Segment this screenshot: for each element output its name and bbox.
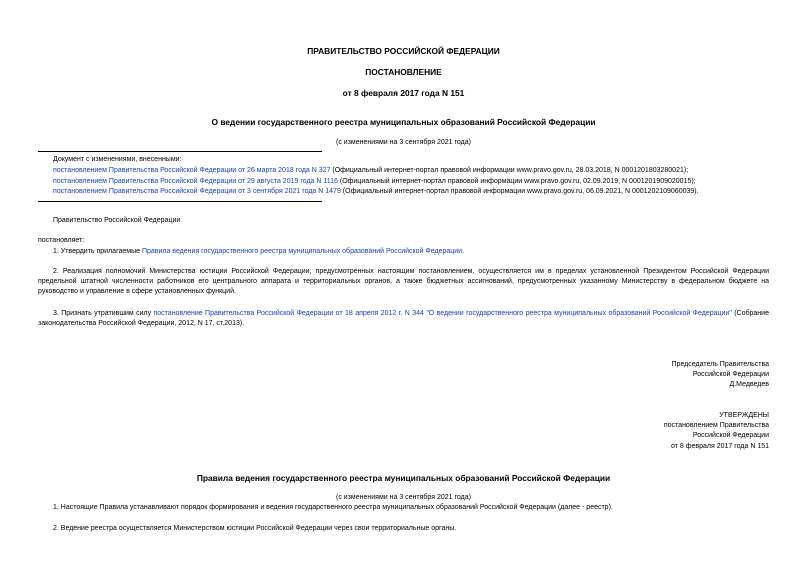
repealed-decree-link[interactable]: постановление Правительства Российской Федерации от 18 апреля 2012 г. N 344 "О ведении государственного реестра муниципальных образований Российской Федерации"	[153, 310, 732, 317]
top-divider	[38, 151, 322, 152]
rules-paragraph-1: 1. Настоящие Правила устанавливают порядок формирования и ведения государственного реестра муниципальных образований Российской Федерации (далее - реестр).	[53, 504, 613, 511]
amendment-source: (Официальный интернет-портал правовой информации www.pravo.gov.ru, 06.09.2021, N 0001202109060039).	[340, 188, 699, 195]
rules-title: Правила ведения государственного реестра муниципальных образований Российской Федерации	[196, 473, 611, 483]
approved-label: УТВЕРЖДЕНЫ	[719, 412, 769, 419]
signature-position: Председатель Правительства	[671, 361, 769, 368]
amendment-link[interactable]: постановлением Правительства Российской Федерации от 26 марта 2018 года N 327	[53, 167, 331, 174]
signature-country: Российской Федерации	[692, 371, 769, 378]
paragraph-1	[53, 247, 464, 257]
paragraph-3-text: 3. Признать утратившим силу	[53, 310, 154, 317]
issuer-line: Правительство Российской Федерации	[53, 217, 181, 224]
government-heading: ПРАВИТЕЛЬСТВО РОССИЙСКОЙ ФЕДЕРАЦИИ	[307, 46, 500, 56]
amendment-item	[53, 166, 688, 176]
approved-by: постановлением Правительства	[663, 422, 769, 429]
rules-changes-note: (с изменениями на 3 сентября 2021 года)	[336, 494, 471, 501]
paragraph-2	[38, 267, 769, 297]
paragraph-1-end: .	[462, 248, 465, 255]
amendments-intro: Документ с изменениями, внесенными:	[53, 156, 182, 163]
rules-link[interactable]: Правила ведения государственного реестра муниципальных образований Российской Федерации	[141, 248, 463, 255]
paragraph-1-text: 1. Утвердить прилагаемые	[53, 248, 142, 255]
signature-name: Д.Медведев	[729, 381, 769, 388]
amendment-source: (Официальный интернет-портал правовой информации www.pravo.gov.ru, 28.03.2018, N 0001201803280021);	[330, 167, 689, 174]
document-title: О ведении государственного реестра муниципальных образований Российской Федерации	[211, 117, 596, 127]
paragraph-3-source: (Собрание законодательства Российской Федерации, 2012, N 17, ст.2013).	[38, 310, 769, 327]
amendment-item	[53, 177, 696, 187]
date-number-heading: от 8 февраля 2017 года N 151	[342, 88, 465, 98]
amendment-item	[53, 187, 699, 197]
changes-note: (с изменениями на 3 сентября 2021 года)	[336, 139, 471, 146]
paragraph-2-text: 2. Реализация полномочий Министерства юстиции Российской Федерации, предусмотренных настоящим постановлением, осуществляется им в пределах установленной Президентом Российской Федерации предельной штатной численности работников его центрального аппарата и территориальных органов, а также бюджетных ассигнований, предусмотренных указанному Министерству в федеральном бюджете на руководство и управление в сфере установленных функций.	[38, 268, 769, 295]
approved-date: от 8 февраля 2017 года N 151	[671, 443, 769, 450]
bottom-divider	[38, 201, 322, 202]
decrees-line: постановляет:	[38, 237, 85, 244]
paragraph-3	[38, 309, 769, 329]
doc-type-heading: ПОСТАНОВЛЕНИЕ	[365, 67, 442, 77]
amendment-link[interactable]: постановлением Правительства Российской Федерации от 29 августа 2019 года N 1116	[53, 178, 338, 185]
amendment-link[interactable]: постановлением Правительства Российской Федерации от 3 сентября 2021 года N 1479	[53, 188, 341, 195]
amendment-source: (Официальный интернет-портал правовой информации www.pravo.gov.ru, 02.09.2019, N 0001201909020015);	[337, 178, 696, 185]
rules-paragraph-2: 2. Ведение реестра осуществляется Министерством юстиции Российской Федерации через свои территориальные органы.	[53, 525, 457, 532]
approved-country: Российской Федерации	[692, 432, 769, 439]
